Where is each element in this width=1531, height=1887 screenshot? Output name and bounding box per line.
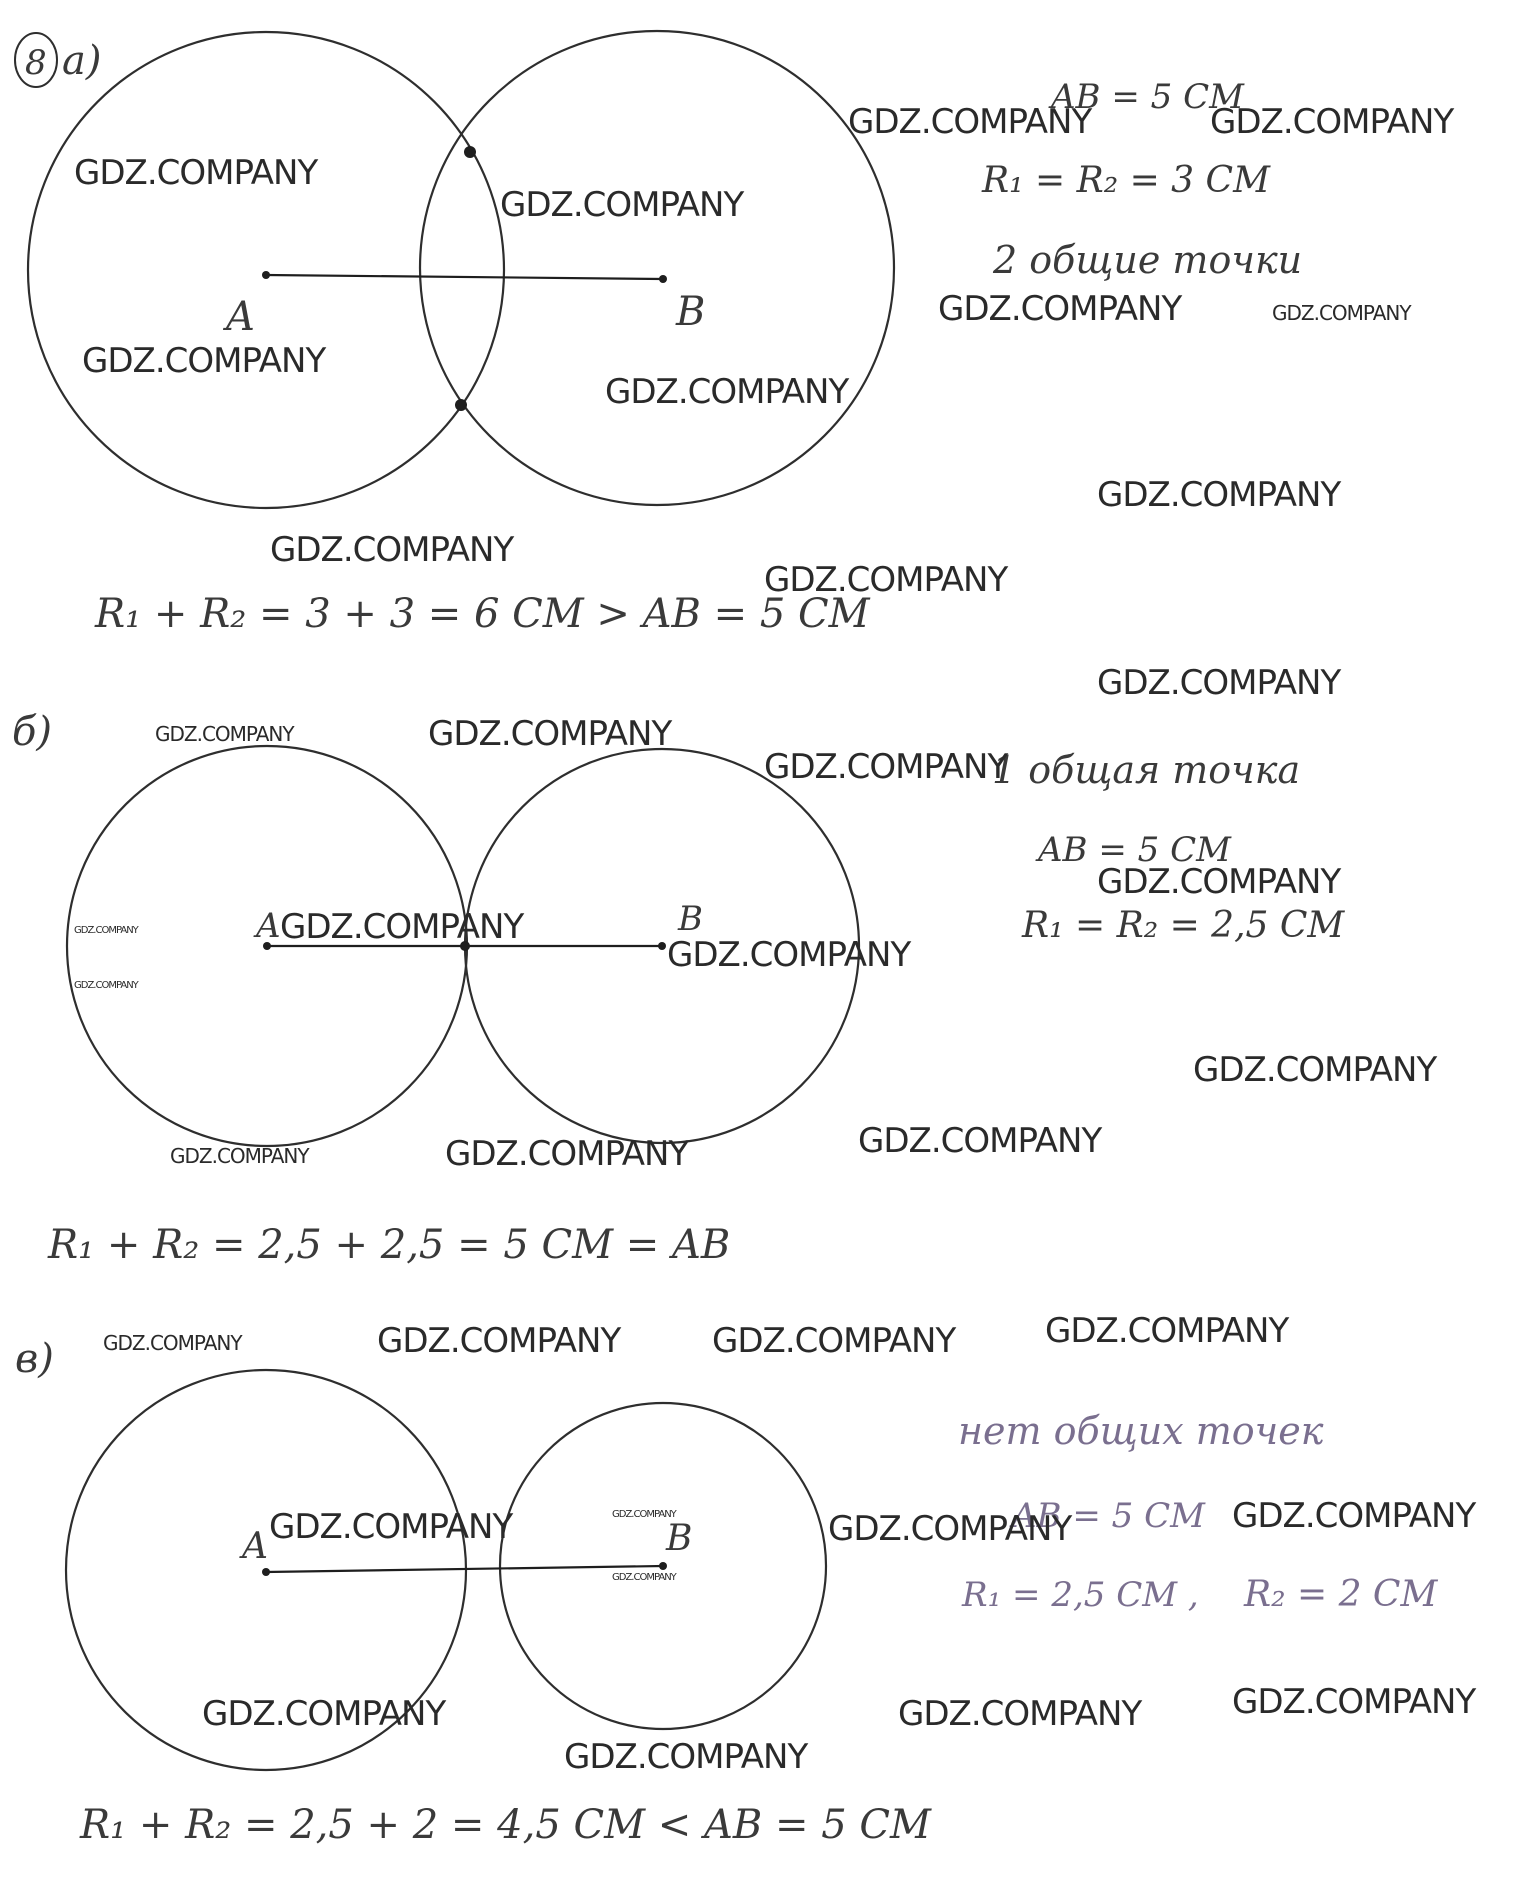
circle-a-right [420, 31, 894, 505]
watermark: GDZ.COMPANY [938, 289, 1182, 329]
watermark: GDZ.COMPANY [202, 1694, 446, 1734]
watermark: GDZ.COMPANY [1097, 862, 1341, 902]
point-b-a [659, 275, 667, 283]
conclusion-b: 1 общая точка [992, 748, 1301, 792]
watermark: GDZ.COMPANY [1232, 1682, 1476, 1722]
watermark: GDZ.COMPANY [1097, 663, 1341, 703]
given-r-a: R₁ = R₂ = 3 CM [982, 160, 1270, 201]
watermark: GDZ.COMPANY [74, 153, 318, 193]
intersection-top [464, 146, 476, 158]
part-b-marker: б) [12, 709, 53, 755]
watermark: GDZ.COMPANY [1045, 1311, 1289, 1351]
watermark: GDZ.COMPANY [270, 530, 514, 570]
label-b-b: B [678, 899, 703, 939]
equation-a: R₁ + R₂ = 3 + 3 = 6 CM > AB = 5 CM [95, 591, 870, 637]
watermark: GDZ.COMPANY [155, 722, 294, 746]
given-r2-c: R₂ = 2 CM [1244, 1574, 1438, 1615]
circle-a-left [28, 32, 504, 508]
watermark: GDZ.COMPANY [667, 935, 911, 975]
watermark: GDZ.COMPANY [1272, 301, 1411, 325]
watermark: GDZ.COMPANY [500, 185, 744, 225]
watermark: GDZ.COMPANY [103, 1331, 242, 1355]
point-b-c [659, 1562, 667, 1570]
watermark: GDZ.COMPANY [828, 1509, 1072, 1549]
given-ab-c: AB = 5 CM [1012, 1496, 1205, 1536]
equation-c: R₁ + R₂ = 2,5 + 2 = 4,5 CM < AB = 5 CM [80, 1802, 931, 1848]
conclusion-a: 2 общие точки [993, 238, 1303, 282]
watermark: GDZ.COMPANY [612, 1572, 676, 1583]
equation-b: R₁ + R₂ = 2,5 + 2,5 = 5 CM = AB [48, 1222, 731, 1268]
point-a-c [262, 1568, 270, 1576]
watermark: GDZ.COMPANY [712, 1321, 956, 1361]
watermark: GDZ.COMPANY [898, 1694, 1142, 1734]
watermark: GDZ.COMPANY [612, 1509, 676, 1520]
segment-ab-c [266, 1566, 663, 1572]
watermark: GDZ.COMPANY [280, 907, 524, 947]
watermark: GDZ.COMPANY [1193, 1050, 1437, 1090]
watermark: GDZ.COMPANY [74, 980, 138, 991]
label-a-a: A [226, 294, 255, 340]
watermark: GDZ.COMPANY [1232, 1496, 1476, 1536]
given-ab-b: AB = 5 CM [1038, 830, 1231, 870]
conclusion-c: нет общих точек [958, 1409, 1324, 1453]
problem-number: 8 [25, 43, 47, 83]
given-r1-c: R₁ = 2,5 CM , [962, 1575, 1199, 1615]
label-a-b: A [256, 906, 281, 946]
watermark: GDZ.COMPANY [1097, 475, 1341, 515]
point-a-a [262, 271, 270, 279]
label-b-a: B [676, 289, 706, 335]
point-b-b [658, 942, 666, 950]
label-b-c: B [666, 1518, 693, 1559]
watermark: GDZ.COMPANY [82, 341, 326, 381]
watermark: GDZ.COMPANY [764, 560, 1008, 600]
label-a-c: A [242, 1526, 268, 1567]
watermark: GDZ.COMPANY [605, 372, 849, 412]
part-a-marker: а) [62, 38, 102, 84]
watermark: GDZ.COMPANY [74, 925, 138, 936]
intersection-bottom [455, 399, 467, 411]
watermark: GDZ.COMPANY [428, 714, 672, 754]
watermark: GDZ.COMPANY [564, 1737, 808, 1777]
watermark: GDZ.COMPANY [445, 1134, 689, 1174]
given-ab-a: AB = 5 CM [1051, 77, 1244, 117]
segment-ab-a [266, 275, 663, 279]
given-r-b: R₁ = R₂ = 2,5 CM [1022, 905, 1345, 946]
watermark: GDZ.COMPANY [1210, 102, 1454, 142]
watermark: GDZ.COMPANY [764, 747, 1008, 787]
part-a [15, 31, 1302, 637]
watermark: GDZ.COMPANY [377, 1321, 621, 1361]
part-c-marker: в) [15, 1336, 54, 1382]
watermark: GDZ.COMPANY [170, 1144, 309, 1168]
watermark: GDZ.COMPANY [858, 1121, 1102, 1161]
watermark: GDZ.COMPANY [269, 1507, 513, 1547]
part-b [12, 709, 1345, 1268]
watermark: GDZ.COMPANY [848, 102, 1092, 142]
